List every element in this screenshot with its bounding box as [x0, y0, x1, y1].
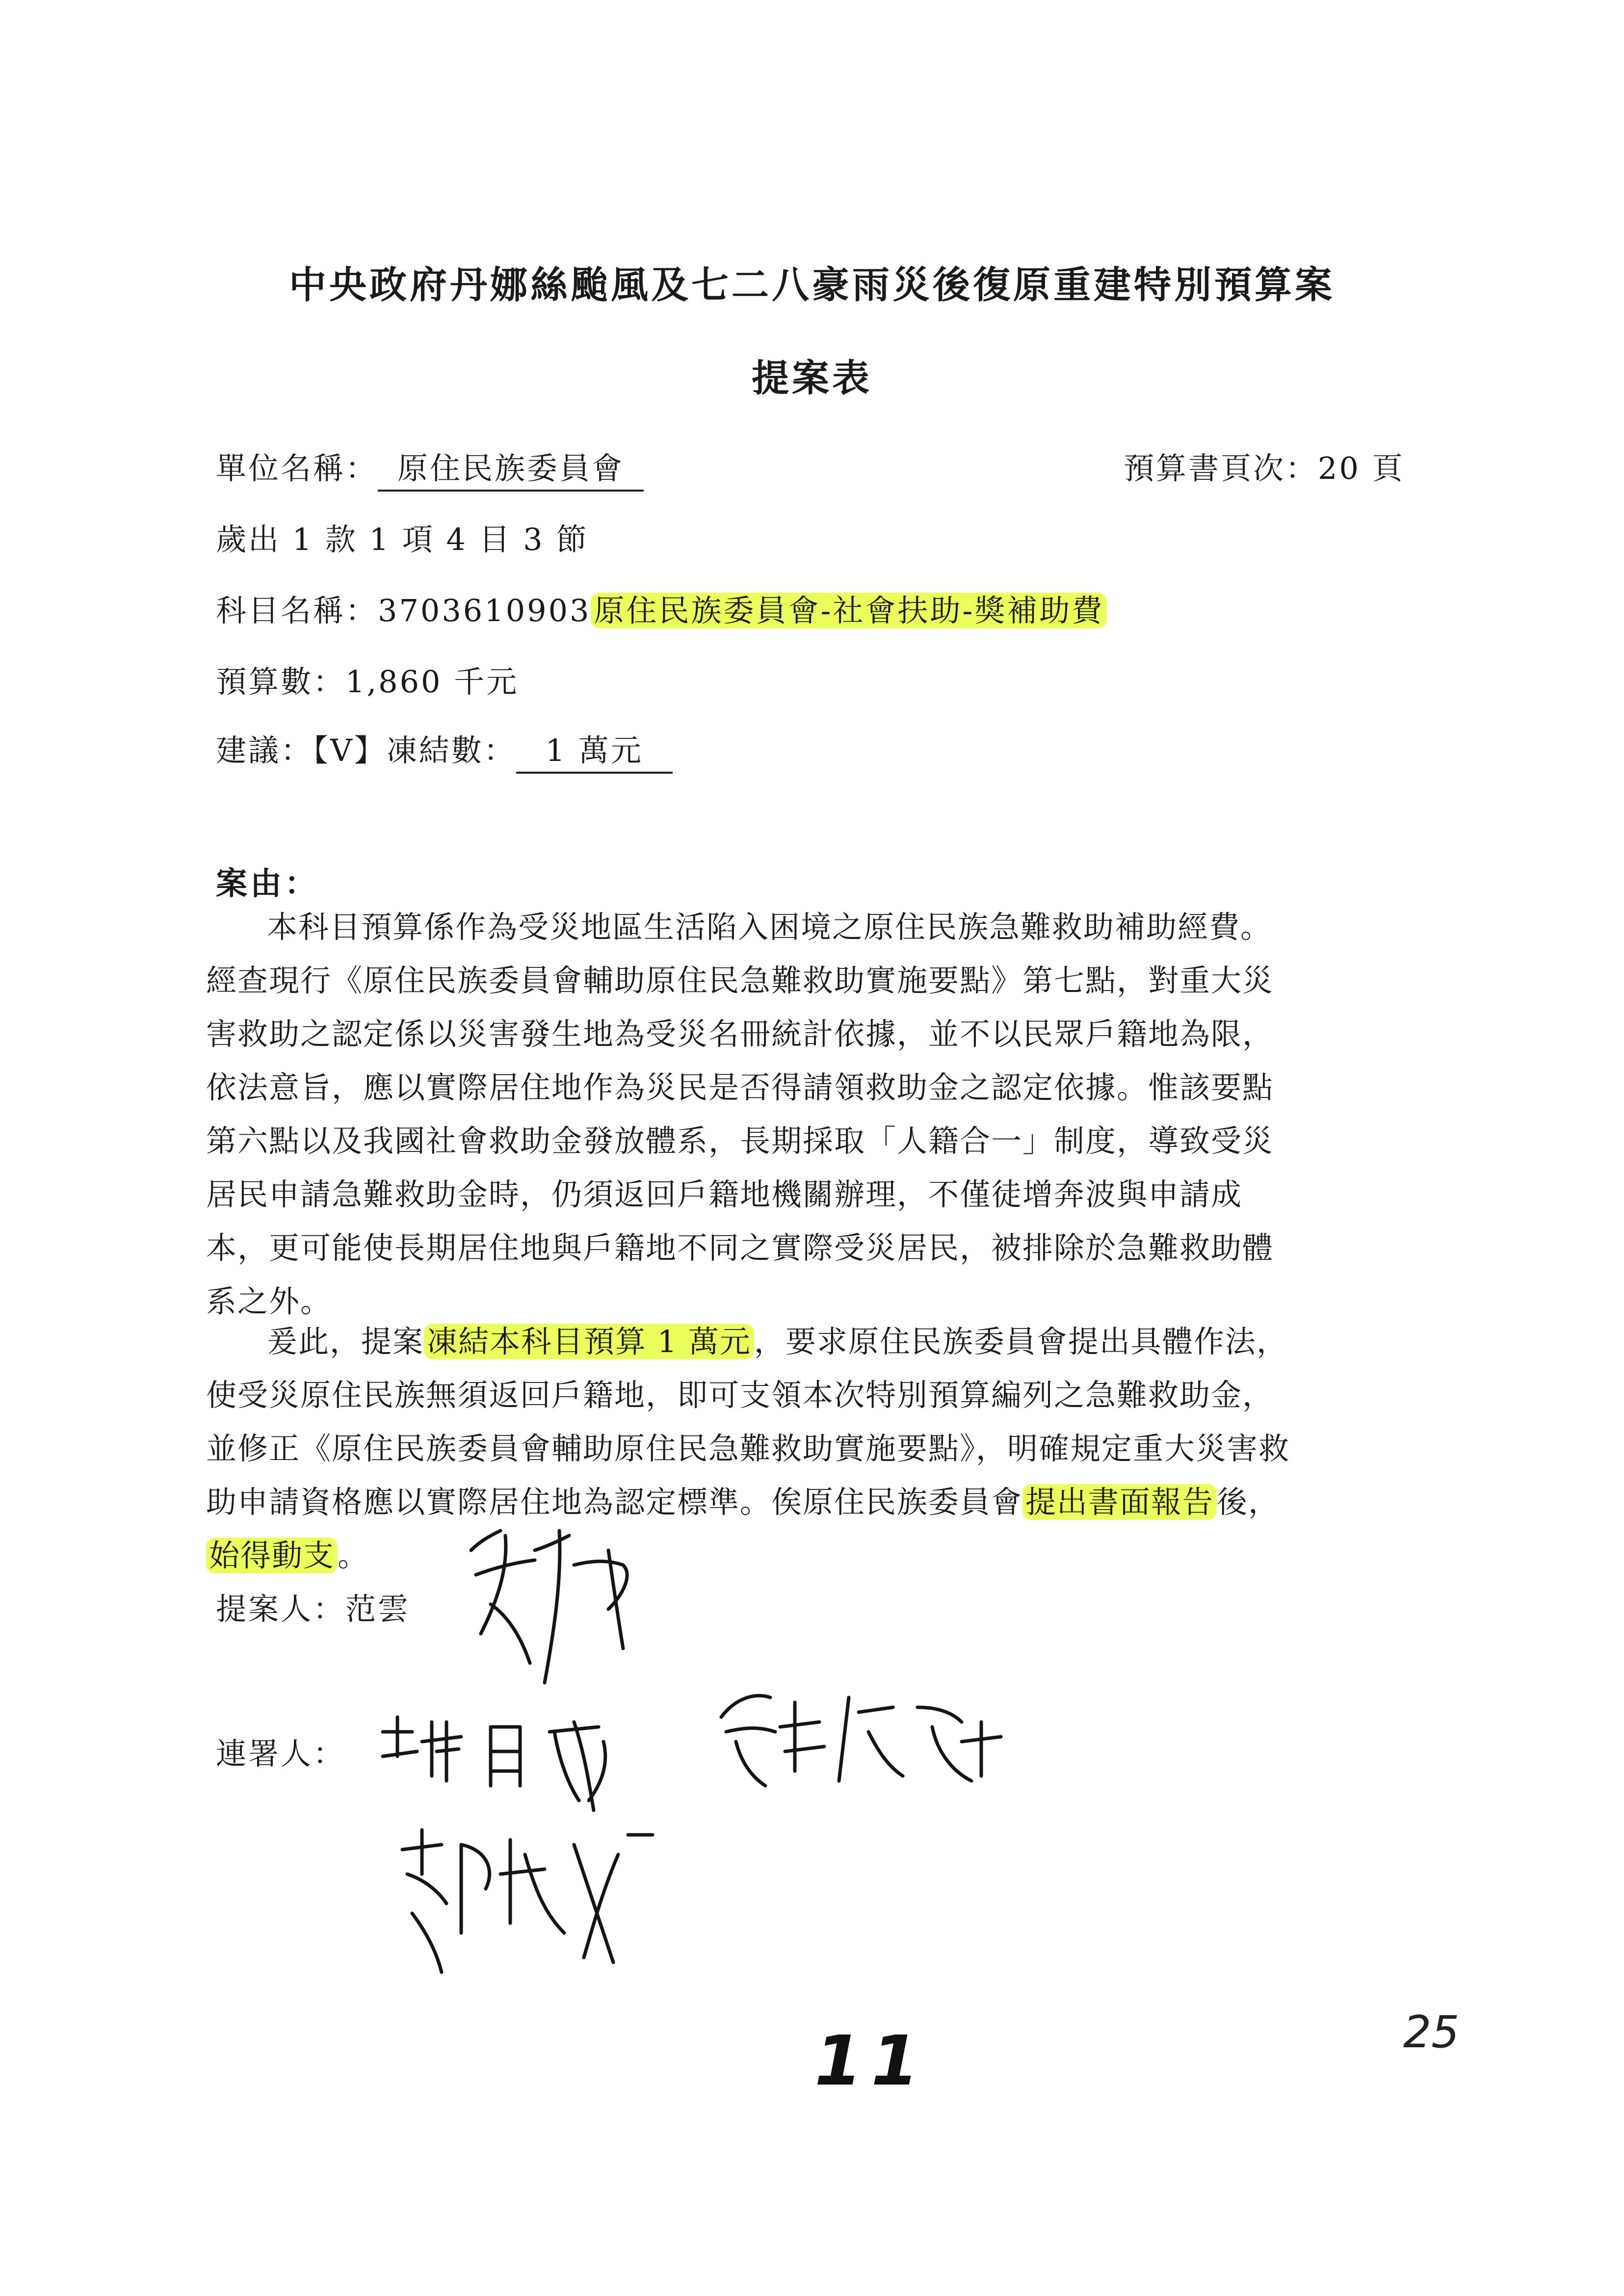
reason-paragraph-2: [206, 1315, 1423, 1582]
subject-label: 科目名稱：: [216, 593, 378, 628]
reason-heading: 案由：: [216, 865, 319, 902]
document-title: 中央政府丹娜絲颱風及七二八豪雨災後復原重建特別預算案: [289, 263, 1335, 307]
paragraph-line: 本科目預算係作為受災地區生活陷入困境之原住民族急難救助補助經費。: [267, 909, 1272, 945]
cosigner-signature-2: [707, 1678, 1021, 1805]
proposer-label: 提案人：: [216, 1591, 346, 1627]
reason-paragraph-1: [206, 900, 1423, 1328]
paragraph-line: 系之外。: [206, 1283, 332, 1319]
highlighted-text: 始得動支: [206, 1538, 338, 1573]
paragraph-line: 依法意旨，應以實際居住地作為災民是否得請領救助金之認定依據。惟該要點: [206, 1070, 1274, 1105]
proposer-name: 范雲: [345, 1591, 411, 1627]
suggestion-field: [216, 726, 673, 774]
paragraph-line: 經查現行《原住民族委員會輔助原住民急難救助實施要點》第七點，對重大災: [206, 963, 1274, 998]
text-run: 。: [338, 1538, 369, 1573]
cosigner-signature-1: [373, 1702, 648, 1825]
text-run: 助申請資格應以實際居住地為認定標準。俟原住民族委員會: [206, 1484, 1023, 1520]
cosigners-label: 連署人：: [216, 1736, 346, 1772]
paragraph-line: 並修正《原住民族委員會輔助原住民急難救助實施要點》，明確規定重大災害救: [206, 1431, 1290, 1466]
budget-item-line: 歲出 1 款 1 項 4 目 3 節: [216, 522, 589, 557]
proposer-field: [216, 1585, 410, 1628]
highlighted-text: 提出書面報告: [1022, 1484, 1217, 1520]
paragraph-line: [206, 1475, 1423, 1529]
proposer-signature: [461, 1521, 667, 1697]
budget-amount: 預算數：1,860 千元: [216, 664, 519, 700]
cosigner-signature-3: [388, 1815, 662, 1977]
paragraph-line: 使受災原住民族無須返回戶籍地，即可支領本次特別預算編列之急難救助金，: [206, 1377, 1274, 1413]
text-run: 爰此，提案: [267, 1324, 424, 1359]
suggestion-label: 建議：【V】凍結數：: [216, 732, 516, 768]
page-reference: 預算書頁次：20 頁: [1124, 450, 1405, 486]
subject-field: [216, 586, 1107, 630]
paragraph-line: [206, 1529, 1423, 1582]
paragraph-line: 居民申請急難救助金時，仍須返回戶籍地機關辦理，不僅徒增奔波與申請成: [206, 1176, 1243, 1212]
paragraph-line: 害救助之認定係以災害發生地為受災名冊統計依據，並不以民眾戶籍地為限，: [206, 1016, 1274, 1052]
unit-field: [216, 444, 644, 492]
paragraph-line: 第六點以及我國社會救助金發放體系，長期採取「人籍合一」制度，導致受災: [206, 1123, 1274, 1159]
subject-code: 3703610903: [378, 593, 591, 628]
document-subtitle: 提案表: [752, 356, 872, 400]
subject-name: 原住民族委員會-社會扶助-獎補助費: [591, 593, 1107, 628]
paragraph-line: [206, 1315, 1423, 1368]
freeze-amount: 1 萬元: [516, 726, 673, 774]
text-run: 後，: [1217, 1484, 1280, 1520]
unit-label: 單位名稱：: [216, 450, 378, 486]
unit-value: 原住民族委員會: [378, 444, 644, 492]
text-run: ，要求原住民族委員會提出具體作法，: [754, 1324, 1288, 1359]
highlighted-text: 凍結本科目預算 1 萬元: [424, 1324, 754, 1359]
handwritten-page-number: 11: [814, 2021, 928, 2101]
handwritten-corner-number: 25: [1403, 2007, 1460, 2058]
paragraph-line: 本，更可能使長期居住地與戶籍地不同之實際受災居民，被排除於急難救助體: [206, 1230, 1274, 1266]
